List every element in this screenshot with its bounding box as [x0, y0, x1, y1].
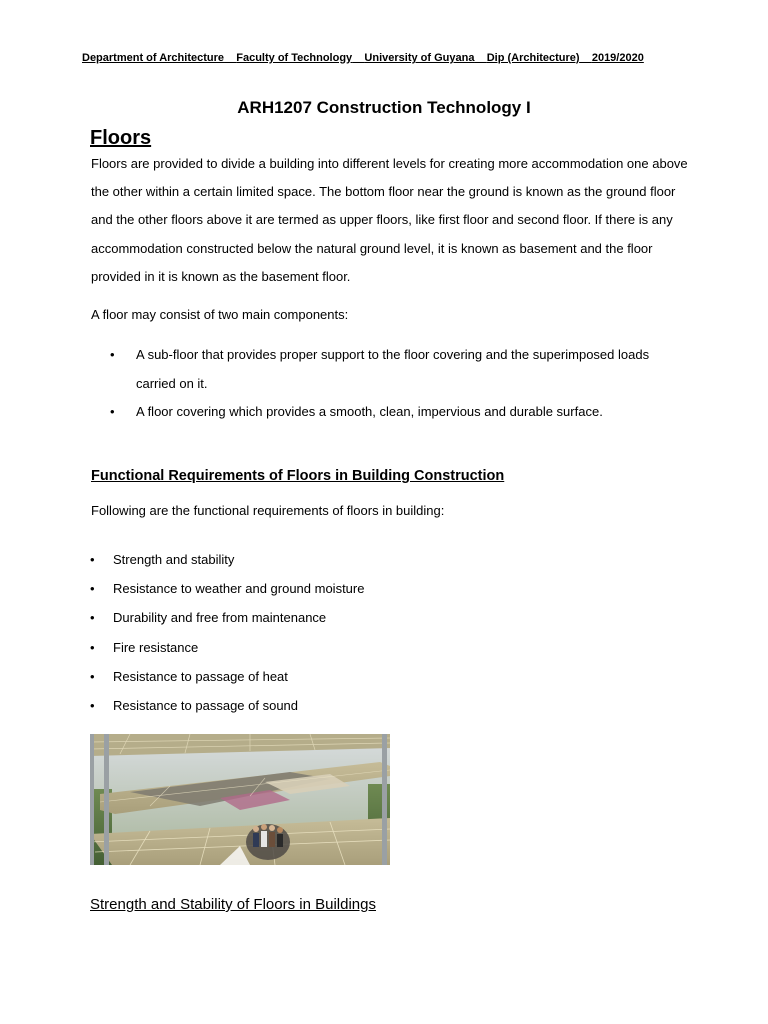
list-item-text: Fire resistance — [113, 639, 199, 655]
list-item-text: Resistance to passage of heat — [113, 668, 288, 684]
list-item — [90, 577, 364, 606]
bullet-icon: • — [90, 639, 95, 655]
list-item — [90, 636, 364, 665]
document-title: ARH1207 Construction Technology I — [237, 98, 531, 117]
bullet-icon: • — [90, 668, 95, 684]
requirements-list — [90, 548, 364, 723]
list-item — [90, 548, 364, 577]
bullet-icon: • — [90, 581, 95, 597]
header-faculty: Faculty of Technology — [236, 52, 353, 64]
bullet-icon: • — [90, 697, 95, 713]
list-item-text: Durability and free from maintenance — [113, 610, 327, 626]
components-intro: A floor may consist of two main components: — [91, 307, 349, 322]
components-list — [110, 341, 680, 427]
header-university: University of Guyana — [364, 52, 475, 64]
bullet-icon: • — [110, 347, 115, 362]
bullet-icon: • — [90, 610, 95, 626]
list-item-text: A floor covering which provides a smooth, clean, impervious and durable surface. — [136, 404, 603, 419]
bullet-icon: • — [110, 404, 115, 419]
building-floors-illustration-icon — [90, 734, 390, 865]
list-item — [90, 606, 364, 635]
list-item-text: A sub-floor that provides proper support to the floor covering and the superimposed loads carried on it. — [136, 347, 664, 391]
list-item — [90, 694, 364, 723]
functional-intro: Following are the functional requirements of floors in building: — [91, 503, 445, 518]
page-header — [82, 52, 644, 64]
list-item-text: Strength and stability — [113, 552, 235, 567]
list-item — [110, 341, 680, 398]
list-item — [110, 398, 680, 427]
section-heading-floors: Floors — [90, 127, 152, 149]
floors-intro-paragraph: Floors are provided to divide a building into different levels for creating more accommodation one above the other within a certain limited space. The bottom floor near the ground is known as the ground floor and the other floors above it are termed as upper floors, like first floor and second floor. If there is any accommodation constructed below the natural ground level, it is known as basement and the floor provided in it is known as the basement floor. — [91, 156, 688, 284]
list-item-text: Resistance to weather and ground moisture — [113, 581, 365, 597]
section-heading-strength: Strength and Stability of Floors in Buildings — [90, 896, 376, 913]
header-dept: Department of Architecture — [82, 52, 225, 64]
list-item — [90, 665, 364, 694]
bullet-icon: • — [90, 552, 95, 567]
header-program: Dip (Architecture) — [486, 52, 580, 64]
header-year: 2019/2020 — [591, 52, 644, 64]
list-item-text: Resistance to passage of sound — [113, 697, 299, 713]
section-heading-functional: Functional Requirements of Floors in Building Construction — [91, 468, 505, 484]
